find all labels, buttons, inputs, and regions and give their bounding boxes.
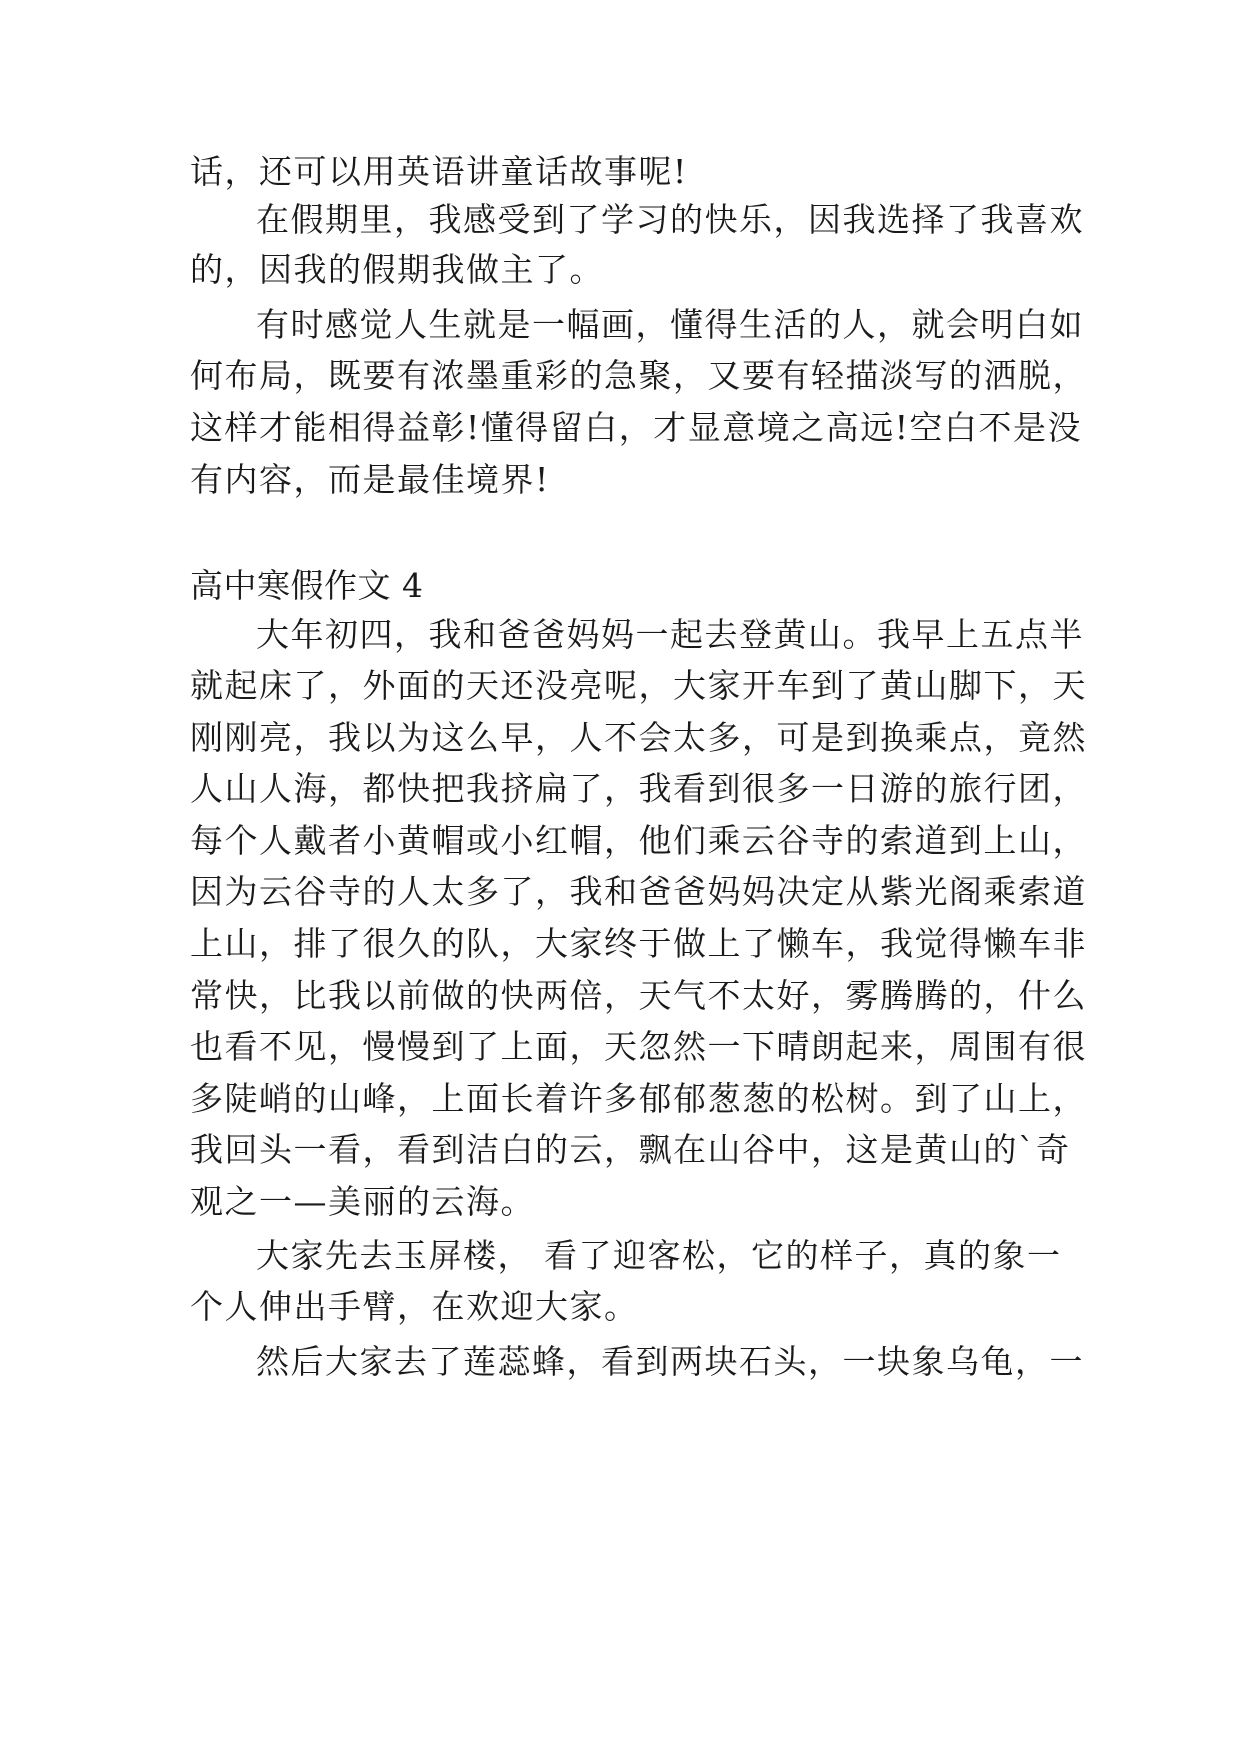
text-line: 多陡峭的山峰，上面长着许多郁郁葱葱的松树。到了山上， — [190, 1079, 1087, 1118]
paragraph-start-line: 有时感觉人生就是一幅画，懂得生活的人，就会明白如 — [256, 305, 1084, 344]
text-line: 人山人海，都快把我挤扁了，我看到很多一日游的旅行团， — [190, 769, 1087, 808]
text-line: 这样才能相得益彰!懂得留白，才显意境之高远!空白不是没 — [190, 408, 1083, 447]
section-heading: 高中寒假作文 4 — [190, 566, 424, 605]
text-line: 个人伸出手臂，在欢迎大家。 — [190, 1287, 639, 1326]
text-line: 上山，排了很久的队，大家终于做上了懒车，我觉得懒车非 — [190, 924, 1087, 963]
text-line: 何布局，既要有浓墨重彩的急聚，又要有轻描淡写的洒脱， — [190, 356, 1087, 395]
text-line: 常快，比我以前做的快两倍，天气不太好，雾腾腾的，什么 — [190, 976, 1087, 1015]
text-line: 也看不见，慢慢到了上面，天忽然一下晴朗起来，周围有很 — [190, 1027, 1087, 1066]
text-line: 每个人戴者小黄帽或小红帽，他们乘云谷寺的索道到上山， — [190, 821, 1087, 860]
paragraph-start-line: 大年初四，我和爸爸妈妈一起去登黄山。我早上五点半 — [256, 615, 1084, 654]
text-line: 刚刚亮，我以为这么早，人不会太多，可是到换乘点，竟然 — [190, 718, 1087, 757]
text-line: 就起床了，外面的天还没亮呢，大家开车到了黄山脚下，天 — [190, 666, 1087, 705]
text-line: 有内容，而是最佳境界! — [190, 460, 550, 499]
paragraph-start-line: 然后大家去了莲蕊蜂，看到两块石头，一块象乌龟，一 — [256, 1342, 1084, 1381]
text-line: 因为云谷寺的人太多了，我和爸爸妈妈决定从紫光阁乘索道 — [190, 872, 1087, 911]
text-line: 观之一—美丽的云海。 — [190, 1182, 535, 1221]
paragraph-start-line: 在假期里，我感受到了学习的快乐，因我选择了我喜欢 — [256, 200, 1084, 239]
paragraph-start-line: 大家先去玉屏楼， 看了迎客松，它的样子，真的象一 — [256, 1236, 1062, 1275]
text-line: 话，还可以用英语讲童话故事呢! — [190, 152, 688, 191]
text-line: 的，因我的假期我做主了。 — [190, 250, 604, 289]
text-line: 我回头一看，看到洁白的云，飘在山谷中，这是黄山的`奇 — [190, 1130, 1071, 1169]
